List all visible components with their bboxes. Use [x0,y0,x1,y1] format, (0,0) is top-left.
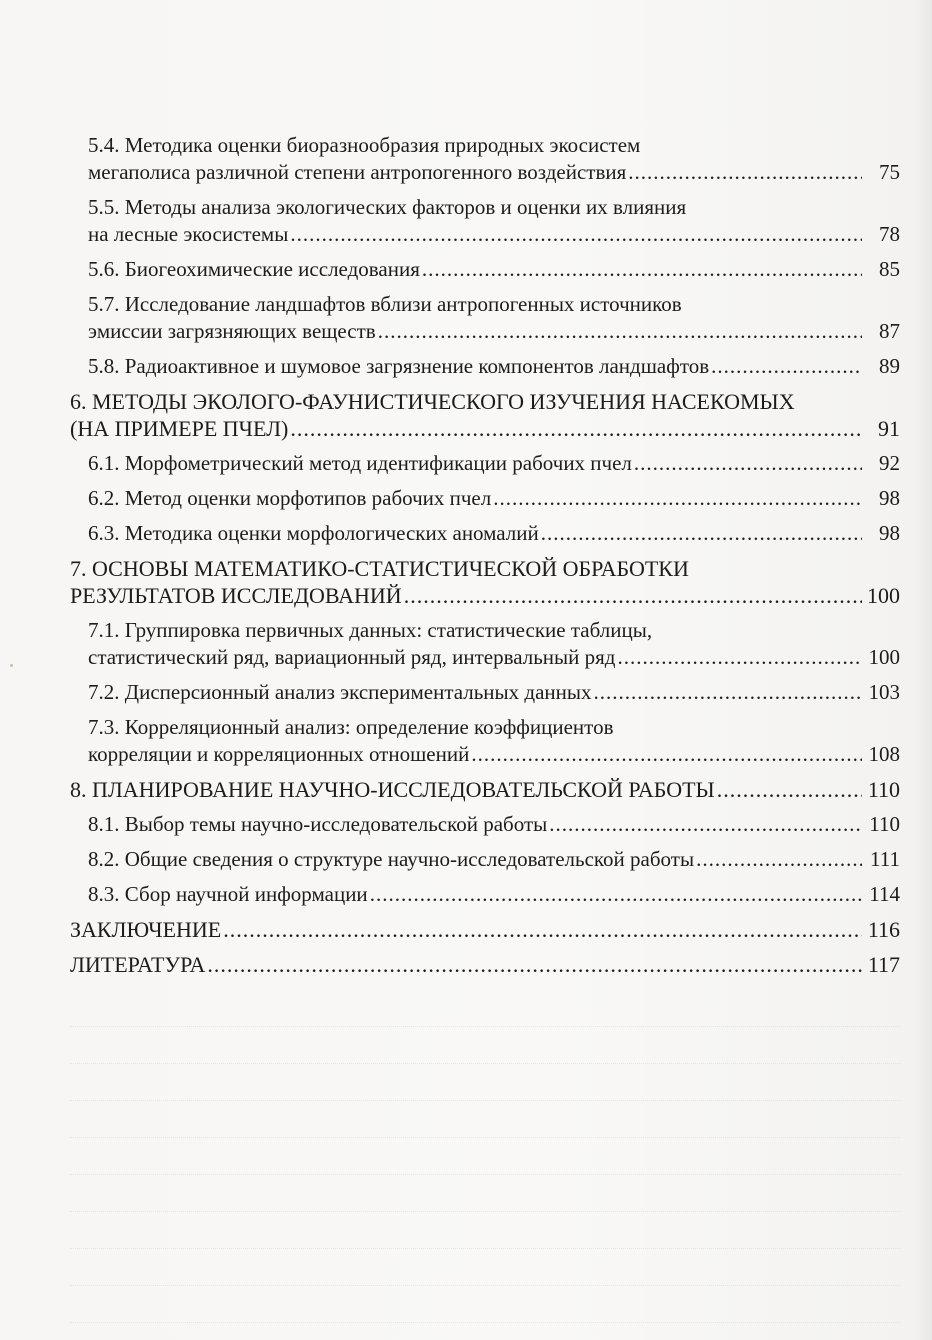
toc-entry-title: 8.1. Выбор темы научно-исследовательской работы [88,812,548,836]
page-number: 100 [868,645,900,669]
toc-entry-title: корреляции и корреляционных отношений [88,742,470,766]
toc-entry-title: 6.3. Методика оценки морфологических аномалий [88,521,539,545]
table-of-contents [70,132,900,986]
toc-entry-title-line: 7.3. Корреляционный анализ: определение коэффициентов [88,715,614,739]
toc-entry-title: РЕЗУЛЬТАТОВ ИССЛЕДОВАНИЙ [70,583,402,608]
toc-section-entry [70,520,900,547]
toc-entry-title-line: 7.1. Группировка первичных данных: статистические таблицы, [88,618,653,642]
page-number: 110 [869,812,900,836]
toc-chapter-entry [70,916,900,943]
toc-entry-title: 8. ПЛАНИРОВАНИЕ НАУЧНО-ИССЛЕДОВАТЕЛЬСКОЙ РАБОТЫ [70,777,715,802]
toc-entry-leader-line [88,644,900,671]
toc-entry-leader-line [88,221,900,248]
page-number: 111 [870,847,900,871]
toc-entry-leader-line [88,450,900,477]
toc-entry-title: ЗАКЛЮЧЕНИЕ [70,917,222,942]
dot-leader [617,644,862,671]
dot-leader [549,811,862,838]
toc-section-entry [70,714,900,768]
page-number: 91 [878,416,900,441]
dot-leader [634,450,862,477]
toc-chapter-entry [70,776,900,803]
dot-leader [290,415,862,442]
toc-entry-title: эмиссии загрязняющих веществ [88,319,376,343]
page-number: 92 [879,451,900,475]
page-number: 110 [867,777,900,802]
toc-section-entry [70,617,900,671]
toc-entry-leader-line [88,159,900,186]
dot-leader [717,776,862,803]
dot-leader [493,485,862,512]
toc-entry-title: ЛИТЕРАТУРА [70,952,206,977]
page-number: 117 [867,952,900,977]
toc-entry-leader-line [70,582,900,609]
dot-leader [370,881,862,908]
toc-entry-title: мегаполиса различной степени антропогенного воздействия [88,160,627,184]
page-number: 98 [879,486,900,510]
dot-leader [711,353,862,380]
page-number: 85 [879,257,900,281]
toc-section-entry [70,256,900,283]
toc-entry-leader-line [88,811,900,838]
toc-entry-title: (НА ПРИМЕРЕ ПЧЕЛ) [70,416,289,441]
toc-section-entry [70,132,900,186]
paper-speck [10,664,13,667]
dot-leader [696,846,862,873]
toc-entry-leader-line [88,353,900,380]
toc-entry-leader-line [70,776,900,803]
toc-section-entry [70,679,900,706]
page-number: 89 [879,354,900,378]
toc-entry-leader-line [70,916,900,943]
dot-leader [628,159,862,186]
page-number: 87 [879,319,900,343]
dot-leader [404,582,862,609]
toc-section-entry [70,881,900,908]
toc-section-entry [70,846,900,873]
toc-entry-title: 5.8. Радиоактивное и шумовое загрязнение компонентов ландшафтов [88,354,710,378]
dot-leader [541,520,862,547]
toc-entry-leader-line [70,415,900,442]
toc-entry-title: 5.6. Биогеохимические исследования [88,257,420,281]
dot-leader [378,318,862,345]
page-number: 78 [879,222,900,246]
toc-entry-leader-line [88,520,900,547]
toc-entry-title-line: 5.5. Методы анализа экологических факторов и оценки их влияния [88,195,687,219]
dot-leader [422,256,862,283]
toc-entry-leader-line [88,679,900,706]
toc-chapter-entry [70,951,900,978]
toc-chapter-entry [70,555,900,609]
toc-entry-title: 6.1. Морфометрический метод идентификации рабочих пчел [88,451,632,475]
toc-section-entry [70,353,900,380]
toc-entry-title-line: 6. МЕТОДЫ ЭКОЛОГО-ФАУНИСТИЧЕСКОГО ИЗУЧЕНИЯ НАСЕКОМЫХ [70,389,795,414]
toc-entry-leader-line [88,485,900,512]
toc-entry-title: 8.2. Общие сведения о структуре научно-исследовательской работы [88,847,695,871]
page-edge-shadow [914,0,932,1340]
toc-section-entry [70,450,900,477]
toc-entry-title: статистический ряд, вариационный ряд, интервальный ряд [88,645,616,669]
page-number: 100 [867,583,900,608]
toc-entry-title-line: 5.4. Методика оценки биоразнообразия природных экосистем [88,133,641,157]
page-number: 116 [867,917,900,942]
toc-entry-leader-line [88,256,900,283]
toc-chapter-entry [70,388,900,442]
toc-entry-leader-line [70,951,900,978]
toc-entry-title-line: 5.7. Исследование ландшафтов вблизи антропогенных источников [88,292,682,316]
toc-section-entry [70,291,900,345]
toc-entry-leader-line [88,846,900,873]
toc-section-entry [70,811,900,838]
toc-entry-title: 6.2. Метод оценки морфотипов рабочих пчел [88,486,492,510]
dot-leader [290,221,862,248]
toc-entry-title-line: 7. ОСНОВЫ МАТЕМАТИКО-СТАТИСТИЧЕСКОЙ ОБРАБОТКИ [70,556,689,581]
toc-entry-title: 8.3. Сбор научной информации [88,882,368,906]
toc-entry-leader-line [88,741,900,768]
page-number: 75 [879,160,900,184]
toc-entry-leader-line [88,318,900,345]
toc-section-entry [70,194,900,248]
page-number: 98 [879,521,900,545]
page-number: 114 [869,882,900,906]
toc-entry-title: 7.2. Дисперсионный анализ экспериментальных данных [88,680,592,704]
page-number: 103 [868,680,900,704]
dot-leader [207,951,862,978]
dot-leader [223,916,862,943]
bleed-through-area [70,990,900,1323]
toc-entry-title: на лесные экосистемы [88,222,289,246]
toc-section-entry [70,485,900,512]
dot-leader [471,741,862,768]
dot-leader [594,679,863,706]
toc-entry-leader-line [88,881,900,908]
page-number: 108 [868,742,900,766]
